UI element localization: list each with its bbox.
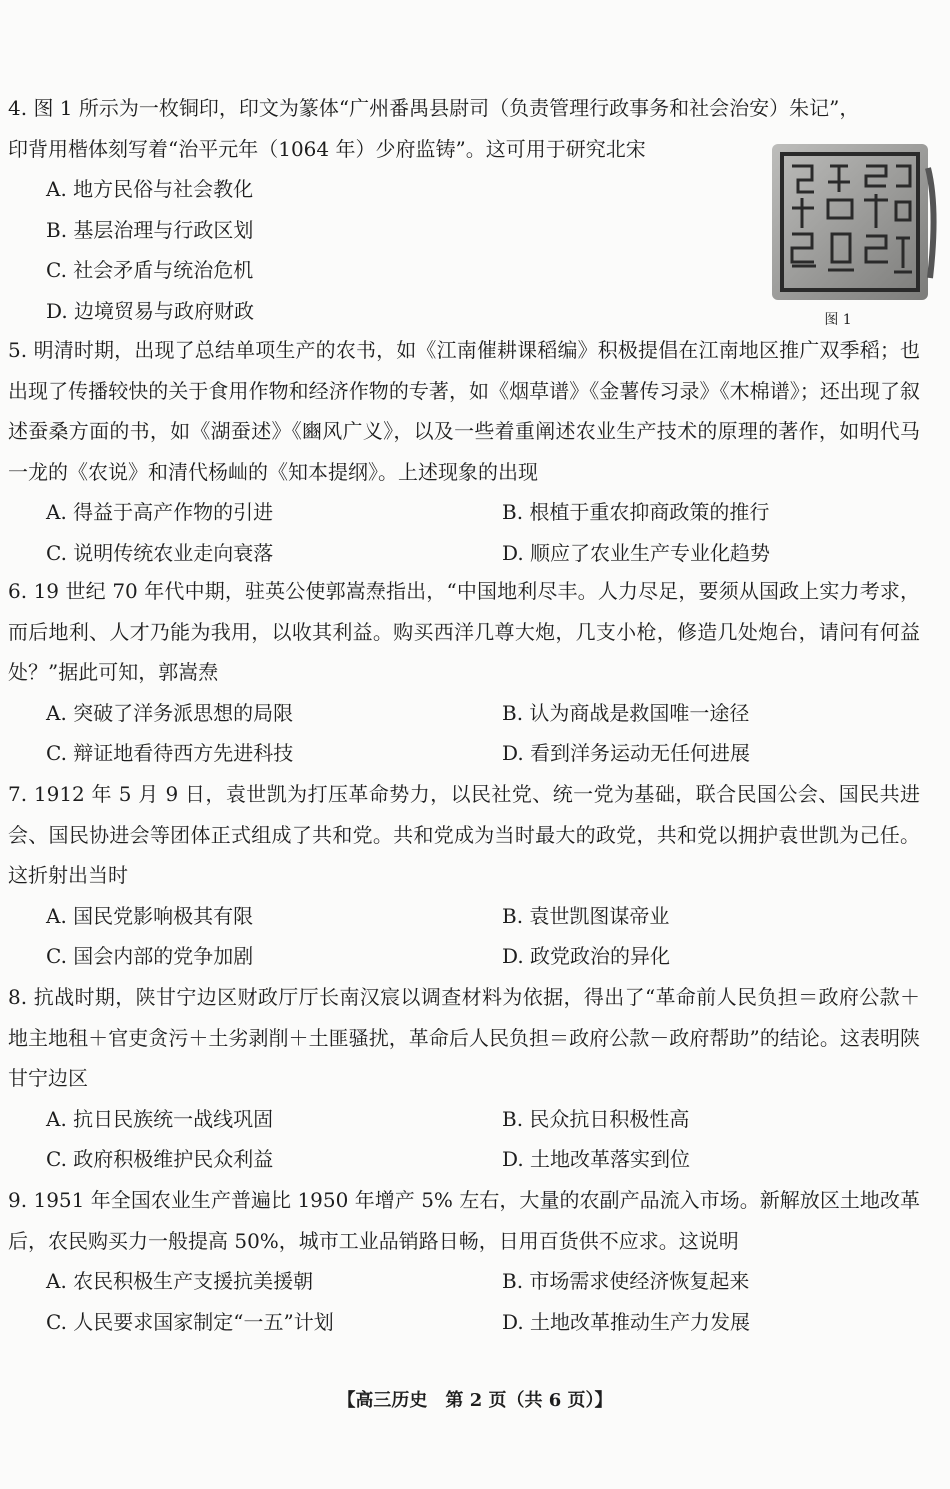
question-4-option-b[interactable]: B. 基层治理与行政区划 <box>46 217 254 242</box>
question-5 <box>8 330 920 573</box>
question-9-option-b[interactable]: B. 市场需求使经济恢复起来 <box>502 1269 750 1293</box>
question-8 <box>8 977 920 1180</box>
question-6-stem: 6. 19 世纪 70 年代中期，驻英公使郭嵩焘指出，“中国地利尽丰。人力尽足，要须从国政上实力考求，而后地利、人才乃能为我用，以收其利益。购买西洋几尊大炮，几支小枪，修造几处炮台，请问有何益处？”据此可知，郭嵩焘 <box>8 579 920 684</box>
question-5-option-a[interactable]: A. 得益于高产作物的引进 <box>46 500 274 524</box>
question-8-option-d[interactable]: D. 土地改革落实到位 <box>502 1147 691 1171</box>
question-7-stem: 7. 1912 年 5 月 9 日，袁世凯为打压革命势力，以民社党、统一党为基础，联合民国公会、国民共进会、国民协进会等团体正式组成了共和党。共和党成为当时最大的政党，共和党以拥护袁世凯为己任。这折射出当时 <box>8 782 920 887</box>
question-9-options <box>8 1261 920 1342</box>
question-7-option-a[interactable]: A. 国民党影响极其有限 <box>46 903 254 928</box>
question-9-option-a[interactable]: A. 农民积极生产支援抗美援朝 <box>46 1269 314 1293</box>
question-7-option-d[interactable]: D. 政党政治的异化 <box>502 944 671 968</box>
question-4-stem-line2: 印背用楷体刻写着“治平元年（1064 年）少府监铸”。这可用于研究北宋 <box>8 136 646 161</box>
question-5-stem: 5. 明清时期，出现了总结单项生产的农书，如《江南催耕课稻编》积极提倡在江南地区推广双季稻；也出现了传播较快的关于食用作物和经济作物的专著，如《烟草谱》《金薯传习录》《木棉谱》；还出现了叙述蚕桑方面的书，如《湖蚕述》《豳风广义》，以及一些着重阐述农业生产技术的原理的著作，如明代马一龙的《农说》和清代杨屾的《知本提纲》。上述现象的出现 <box>8 338 920 484</box>
question-8-stem: 8. 抗战时期，陕甘宁边区财政厅厅长南汉宸以调查材料为依据，得出了“革命前人民负担＝政府公款＋地主地租＋官吏贪污＋土劣剥削＋土匪骚扰，革命后人民负担＝政府公款－政府帮助”的结论。这表明陕甘宁边区 <box>8 985 920 1090</box>
question-9-option-d[interactable]: D. 土地改革推动生产力发展 <box>502 1309 751 1334</box>
question-7-options <box>8 896 920 977</box>
question-5-option-c[interactable]: C. 说明传统农业走向衰落 <box>46 540 274 565</box>
question-5-options <box>8 492 920 573</box>
question-7-option-b[interactable]: B. 袁世凯图谋帝业 <box>502 903 670 928</box>
question-5-option-b[interactable]: B. 根植于重农抑商政策的推行 <box>502 500 770 524</box>
question-4-option-d[interactable]: D. 边境贸易与政府财政 <box>46 298 255 323</box>
question-4-stem-line1: 4. 图 1 所示为一枚铜印，印文为篆体“广州番禺县尉司（负责管理行政事务和社会治安）朱记”， <box>8 96 860 120</box>
page-footer: 【高三历史 第 2 页（共 6 页）】 <box>337 1390 613 1411</box>
question-7-option-c[interactable]: C. 国会内部的党争加剧 <box>46 944 254 968</box>
question-6-option-a[interactable]: A. 突破了洋务派思想的局限 <box>46 700 294 725</box>
question-9 <box>8 1180 920 1342</box>
question-6 <box>8 571 920 774</box>
question-8-option-a[interactable]: A. 抗日民族统一战线巩固 <box>46 1106 274 1131</box>
figure-1-caption: 图 1 <box>824 312 852 328</box>
question-4-option-c[interactable]: C. 社会矛盾与统治危机 <box>46 258 254 282</box>
question-4-option-a[interactable]: A. 地方民俗与社会教化 <box>46 177 254 201</box>
question-8-option-c[interactable]: C. 政府积极维护民众利益 <box>46 1147 274 1171</box>
bronze-seal-figure <box>768 138 938 308</box>
question-6-options <box>8 693 920 774</box>
question-8-option-b[interactable]: B. 民众抗日积极性高 <box>502 1106 690 1131</box>
question-9-option-c[interactable]: C. 人民要求国家制定“一五”计划 <box>46 1309 334 1334</box>
question-6-option-b[interactable]: B. 认为商战是救国唯一途径 <box>502 700 750 725</box>
question-6-option-d[interactable]: D. 看到洋务运动无任何进展 <box>502 741 751 765</box>
question-6-option-c[interactable]: C. 辩证地看待西方先进科技 <box>46 741 294 765</box>
question-8-options <box>8 1099 920 1180</box>
question-7 <box>8 774 920 977</box>
question-5-option-d[interactable]: D. 顺应了农业生产专业化趋势 <box>502 540 771 565</box>
question-9-stem: 9. 1951 年全国农业生产普遍比 1950 年增产 5% 左右，大量的农副产品流入市场。新解放区土地改革后，农民购买力一般提高 50%，城市工业品销路日畅，日用百货供不应求。这说明 <box>8 1188 920 1253</box>
